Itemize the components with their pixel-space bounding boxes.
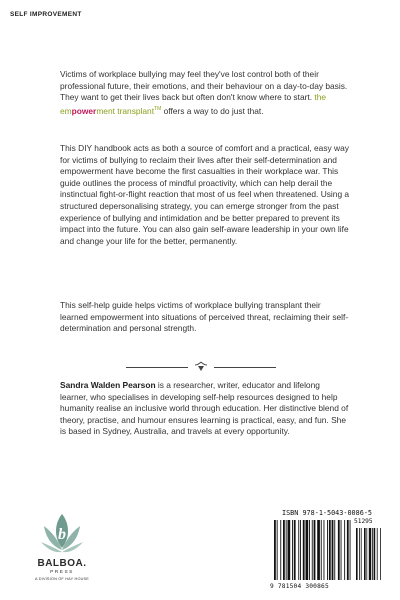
barcode-bar	[283, 520, 285, 580]
trademark-mark: TM	[154, 105, 162, 112]
description-paragraph-2: This DIY handbook acts as both a source of comfort and a practical, easy way for victims of bullying to reclaim their lives after their self-determination and empowerment have become the first casualties in their workplace war. This guide outlines the process of mindful proactivity, which can help derail the instinctual fight-or-flight reaction that most of us feel when threatened. Using a structured depersonalising strategy, you can emerge stronger from the past experience of bullying and intimidation and be better prepared to prevent its impact into the future. You can also gain self-aware leadership in your own life and change your life for the better, permanently.	[60, 143, 350, 246]
barcode-bar	[332, 520, 334, 580]
para1-tail: offers a way to do just that.	[163, 105, 264, 116]
barcode-bar	[303, 520, 305, 580]
barcode-bar	[288, 520, 291, 580]
addon-bar	[356, 528, 358, 580]
lotus-icon	[40, 512, 84, 558]
barcode-bar	[344, 520, 345, 580]
author-name: Sandra Walden Pearson	[60, 380, 156, 390]
barcode-bar	[324, 520, 325, 580]
barcode-bar	[298, 520, 299, 580]
barcode-bar	[321, 520, 322, 580]
isbn-text: ISBN 978-1-5043-0086-5	[281, 509, 373, 517]
addon-bar	[366, 528, 367, 580]
divider-line-right	[214, 367, 276, 368]
barcode-bar	[309, 520, 310, 580]
barcode-bar	[341, 520, 342, 580]
barcode-bar	[294, 520, 296, 580]
logo-letter: b	[58, 526, 66, 543]
addon-bar	[380, 528, 381, 580]
brand-name: the empowerment transplant™	[60, 92, 327, 116]
addon-bar	[361, 528, 362, 580]
publisher-sub: PRESS	[50, 570, 74, 575]
addon-bar	[369, 528, 371, 580]
barcode-bar	[286, 520, 287, 580]
addon-bar	[364, 528, 366, 580]
barcode-bars	[272, 520, 382, 582]
barcode-addon: 51295	[354, 518, 373, 525]
barcode-bar	[314, 520, 316, 580]
barcode-bar	[350, 520, 351, 580]
barcode-bar	[327, 520, 328, 580]
description-paragraph-3: This self-help guide helps victims of workplace bullying transplant their learned empowerment into situations of perceived threat, reclaiming their self-determination and personal strength.	[60, 300, 349, 334]
barcode-bar	[338, 520, 340, 580]
barcode	[270, 508, 384, 592]
addon-bar	[377, 528, 378, 580]
para1-text: Victims of workplace bullying may feel they've lost control both of their professional future, their emotions, and their behaviour on a day-to-day basis. They want to get their lives back but often don't know where to start.	[60, 69, 348, 103]
section-divider	[126, 362, 276, 374]
addon-bar	[359, 528, 360, 580]
addon-bar	[374, 528, 376, 580]
publisher-division: A DIVISION OF HAY HOUSE	[34, 577, 90, 581]
barcode-bar	[334, 520, 335, 580]
divider-line-left	[126, 367, 188, 368]
barcode-bar	[312, 520, 313, 580]
barcode-bar	[317, 520, 320, 580]
barcode-bar	[300, 520, 301, 580]
publisher-name: BALBOA.	[37, 558, 87, 569]
ornament-icon	[194, 361, 208, 373]
barcode-number: 9 781504 300865	[270, 583, 329, 590]
barcode-bar	[347, 520, 349, 580]
barcode-bar	[280, 520, 281, 580]
author-bio	[60, 380, 350, 438]
addon-bar	[372, 528, 373, 580]
description-paragraph-1	[60, 69, 350, 117]
barcode-bar	[306, 520, 309, 580]
barcode-bar	[292, 520, 293, 580]
barcode-bar	[277, 520, 278, 580]
author-bio-text: is a researcher, writer, educator and lifelong learner, who specialises in developing self-help resources designed to help humanity realise an inclusive world through education. Her distinctive blend of theory, practise, and humour ensures learning is practical, easy, and fun. She is based in Sydney, Australia, and travels at every opportunity.	[60, 380, 349, 437]
publisher-logo	[22, 512, 102, 592]
barcode-bar	[329, 520, 331, 580]
category-label: SELF IMPROVEMENT	[10, 11, 82, 18]
barcode-bar	[274, 520, 276, 580]
